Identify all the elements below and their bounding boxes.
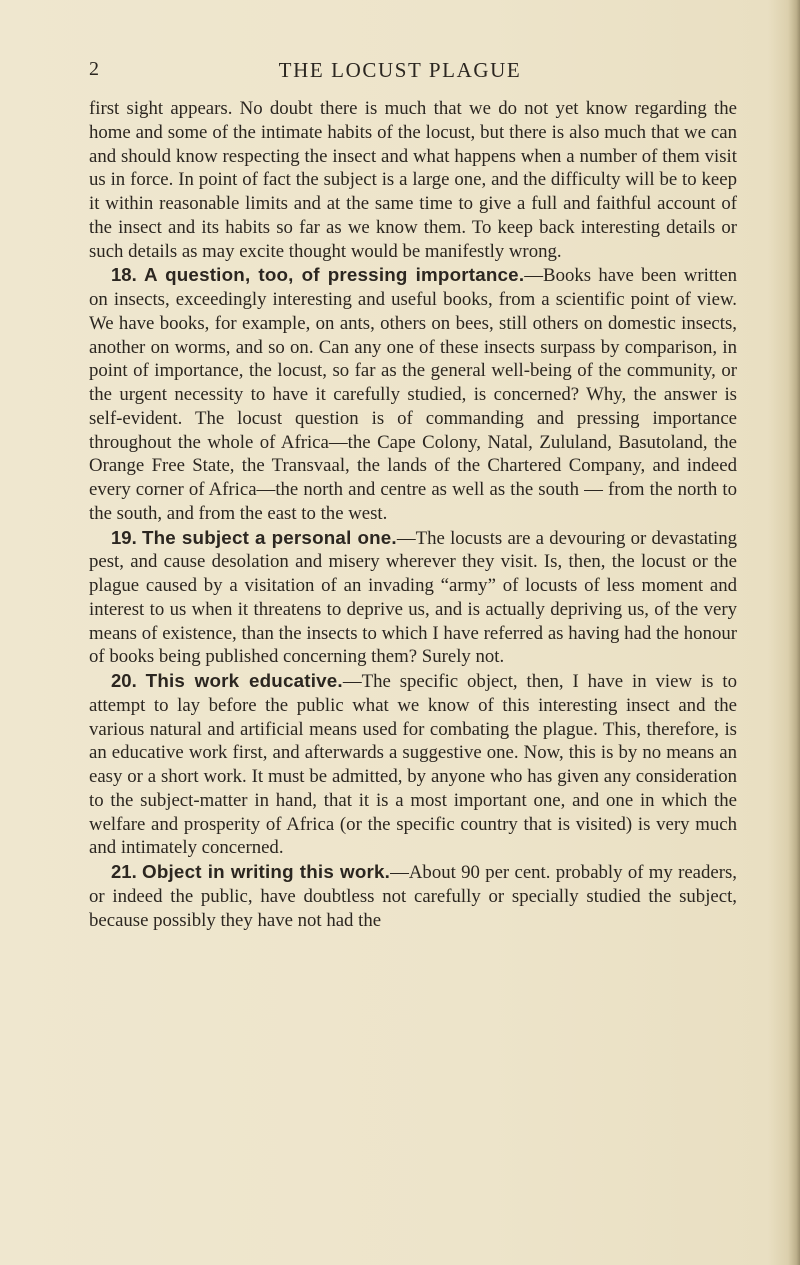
- section-text: —About 90 per cent. probably of my readers, or indeed the public, have doubtless not carefully or specially studied the subject, because possibly they have not had the: [89, 862, 737, 931]
- section-heading: This work educative.: [145, 670, 343, 691]
- body-text: [89, 97, 737, 932]
- section-21: [89, 860, 737, 932]
- section-19: [89, 526, 737, 670]
- section-heading: A question, too, of pressing importance.: [144, 264, 525, 286]
- section-20: [89, 669, 737, 860]
- section-number: 20.: [111, 670, 137, 691]
- section-heading: The subject a personal one.: [141, 526, 397, 548]
- page-header: [0, 58, 800, 88]
- page-edge-shadow: [788, 0, 800, 1265]
- page-number: 2: [89, 58, 100, 80]
- section-text: —The locusts are a devouring or devastating pest, and cause desolation and misery wherever they visit. Is, then, the locust or the plague caused by a visitation of an invading “army” of locusts of less moment and interest to us when it threatens to deprive us, and is actually depriving us, of the very means of existence, than the insects to which I have referred as having had the honour of books being published concerning them? Surely not.: [89, 527, 737, 668]
- section-heading: Object in writing this work.: [142, 861, 391, 882]
- running-title: THE LOCUST PLAGUE: [278, 58, 522, 82]
- section-number: 19.: [111, 526, 137, 548]
- continuation-paragraph: first sight appears. No doubt there is much that we do not yet know regarding the home and some of the intimate habits of the locust, but there is also much that we can and should know respecting the insect and what happens when a number of them visit us in force. In point of fact the subject is a large one, and the difficulty will be to keep it within reasonable limits and at the same time to give a full and faithful account of the insect and its habits so far as we know them. To keep back interesting details or such details as may excite thought would be manifestly wrong.: [89, 98, 737, 262]
- section-text: —Books have been written on insects, exceedingly interesting and useful books, from a scientific point of view. We have books, for example, on ants, others on bees, still others on domestic insects, another on worms, and so on. Can any one of these insects surpass by comparison, in point of importance, the locust, so far as the general well-being of the community, or the urgent necessity to have it carefully studied, is concerned? Why, the answer is self-evident. The locust question is of commanding and pressing importance throughout the whole of Africa—the Cape Colony, Natal, Zululand, Basutoland, the Orange Free State, the Transvaal, the lands of the Chartered Company, and indeed every corner of Africa—the north and centre as well as the south — from the north to the south, and from the east to the west.: [89, 265, 738, 524]
- section-number: 18.: [111, 264, 137, 286]
- section-18: [89, 263, 737, 525]
- section-number: 21.: [111, 861, 137, 882]
- section-text: —The specific object, then, I have in view is to attempt to lay before the public what we know of this interesting insect and the various natural and artificial means used for combating the plague. This, therefore, is an educative work first, and afterwards a suggestive one. Now, this is by no means an easy or a short work. It must be admitted, by anyone who has given any consideration to the subject-matter in hand, that it is a most important one, and one in which the welfare and prosperity of Africa (or the specific country that is visited) is very much and intimately concerned.: [89, 671, 737, 859]
